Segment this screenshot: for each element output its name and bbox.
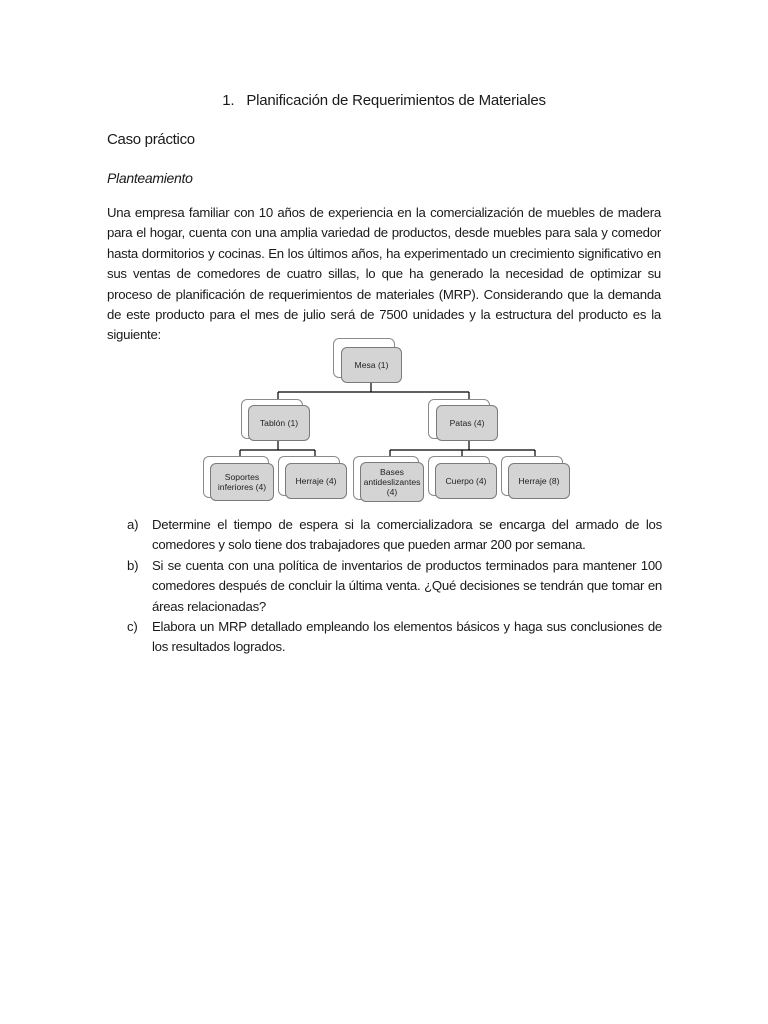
question-list (127, 515, 662, 658)
subtitle: Planteamiento (107, 170, 193, 186)
product-structure-tree (0, 330, 768, 510)
node-mesa: Mesa (1) (341, 347, 402, 383)
question-text: Si se cuenta con una política de inventarios de productos terminados para mantener 100 comedores después de concluir la última venta. ¿Qué decisiones se tendrán que tomar en áreas relacionadas? (152, 557, 662, 614)
node-soportes: Soportes inferiores (4) (210, 463, 274, 501)
question-text: Determine el tiempo de espera si la comercializadora se encarga del armado de los comedores y solo tiene dos trabajadores que pueden armar 200 por semana. (152, 517, 662, 553)
node-patas: Patas (4) (436, 405, 498, 441)
list-item (127, 556, 662, 617)
node-herraje-8: Herraje (8) (508, 463, 570, 499)
list-item (127, 515, 662, 556)
case-title: Caso práctico (107, 131, 195, 148)
node-cuerpo: Cuerpo (4) (435, 463, 497, 499)
node-bases: Bases antideslizantes (4) (360, 462, 424, 502)
list-marker: c) (127, 619, 138, 635)
section-title: Planificación de Requerimientos de Materiales (246, 92, 546, 109)
section-number: 1. (222, 92, 235, 109)
list-marker: a) (127, 517, 139, 532)
node-herraje-4: Herraje (4) (285, 463, 347, 499)
node-tablon: Tablón (1) (248, 405, 310, 441)
list-item (127, 617, 662, 658)
question-text: Elabora un MRP detallado empleando los elementos básicos y haga sus conclusiones de los resultados logrados. (152, 619, 662, 655)
list-marker: b) (127, 557, 139, 573)
problem-paragraph: Una empresa familiar con 10 años de experiencia en la comercialización de muebles de madera para el hogar, cuenta con una amplia variedad de productos, desde muebles para sala y comedor hasta dormitorios y cocinas. En los últimos años, ha experimentado un crecimiento significativo en sus ventas de comedores de cuatro sillas, lo que ha generado la necesidad de optimizar su proceso de planificación de requerimientos de materiales (MRP). Considerando que la demanda de este producto para el mes de julio será de 7500 unidades y la estructura del producto es la siguiente: (107, 205, 661, 343)
section-heading (0, 92, 768, 109)
